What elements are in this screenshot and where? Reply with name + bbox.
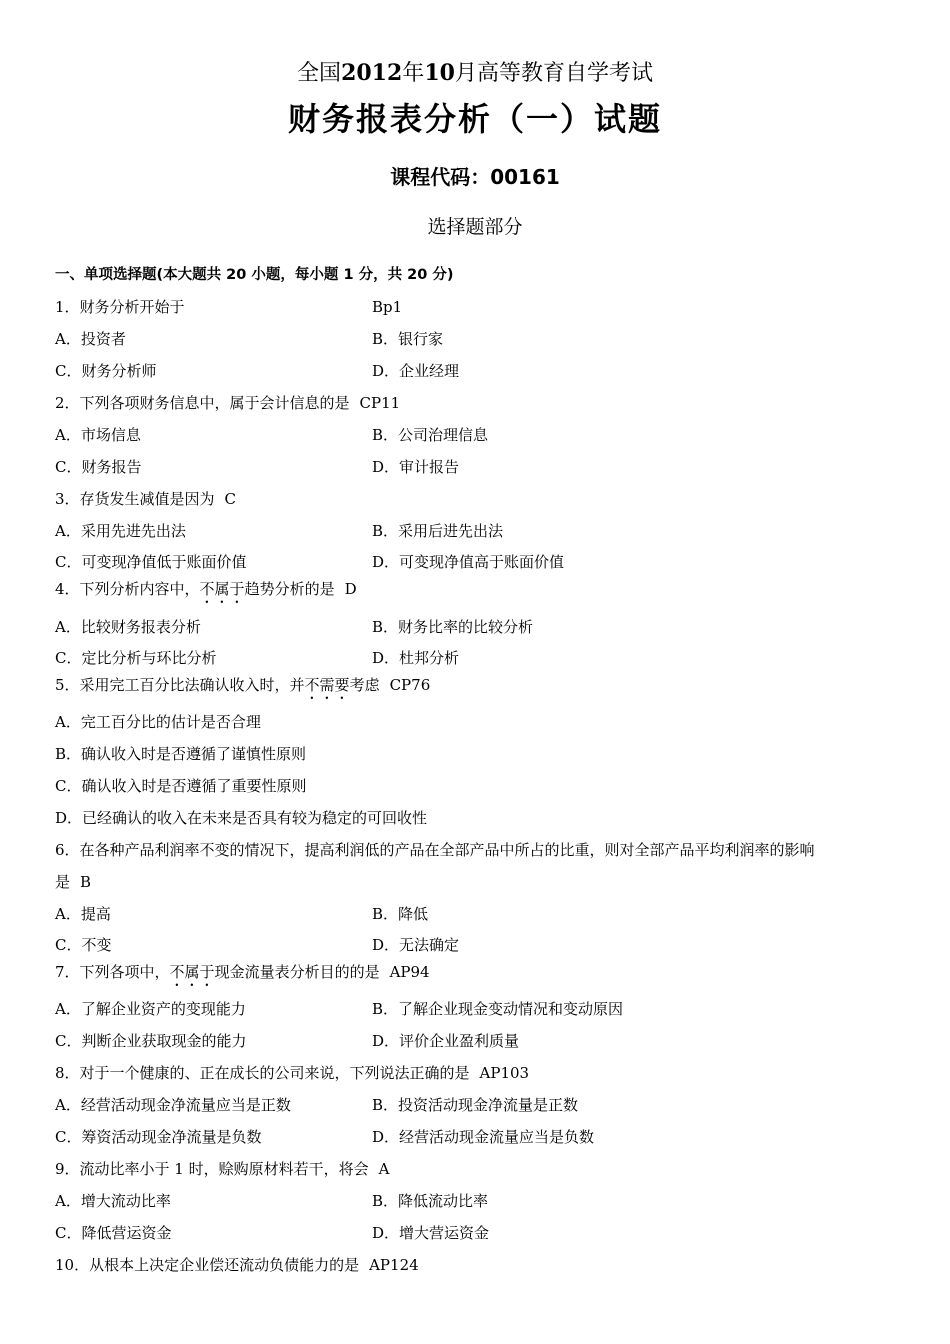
question-9-option-d: D．增大营运资金 xyxy=(372,1224,490,1242)
question-2-option-d: D．审计报告 xyxy=(372,458,460,476)
section-heading: 一、单项选择题(本大题共 20 小题，每小题 1 分，共 20 分) xyxy=(55,267,454,283)
part-heading: 选择题部分 xyxy=(427,216,523,238)
question-1-option-a: A．投资者 xyxy=(55,330,126,348)
question-8-option-c: C．筹资活动现金净流量是负数 xyxy=(55,1128,262,1146)
question-10-stem: 10．从根本上决定企业偿还流动负债能力的是 AP124 xyxy=(55,1256,419,1274)
question-1-option-c: C．财务分析师 xyxy=(55,362,157,380)
question-8-stem: 8．对于一个健康的、正在成长的公司来说，下列说法正确的是 AP103 xyxy=(55,1064,530,1082)
question-9-option-c: C．降低营运资金 xyxy=(55,1224,172,1242)
question-3-option-c: C．可变现净值低于账面价值 xyxy=(55,553,247,571)
question-3-option-d: D．可变现净值高于账面价值 xyxy=(372,553,565,571)
question-5-option-a: A．完工百分比的估计是否合理 xyxy=(55,713,261,731)
question-9-stem: 9．流动比率小于 1 时，赊购原材料若干，将会 A xyxy=(55,1160,390,1178)
question-6-stem-continued: 是 B xyxy=(55,873,92,891)
question-4-option-b: B．财务比率的比较分析 xyxy=(372,618,534,636)
question-5-option-c: C．确认收入时是否遵循了重要性原则 xyxy=(55,777,307,795)
question-2-stem: 2．下列各项财务信息中，属于会计信息的是 CP11 xyxy=(55,394,401,412)
exam-name: 全国2012年10月高等教育自学考试 xyxy=(297,60,653,86)
question-8-option-a: A．经营活动现金净流量应当是正数 xyxy=(55,1096,291,1114)
question-2-option-b: B．公司治理信息 xyxy=(372,426,489,444)
question-5-option-d: D．已经确认的收入在未来是否具有较为稳定的可回收性 xyxy=(55,809,428,827)
question-4-option-c: C．定比分析与环比分析 xyxy=(55,649,217,667)
question-7-option-d: D．评价企业盈利质量 xyxy=(372,1032,520,1050)
question-6-option-d: D．无法确定 xyxy=(372,936,460,954)
question-1-stem: 1．财务分析开始于 xyxy=(55,298,185,316)
question-2-option-a: A．市场信息 xyxy=(55,426,141,444)
question-4-option-d: D．杜邦分析 xyxy=(372,649,460,667)
question-6-option-b: B．降低 xyxy=(372,905,429,923)
question-7-stem: 7．下列各项中，不属于现金流量表分析目的的是 AP94 xyxy=(55,963,430,981)
question-4-option-a: A．比较财务报表分析 xyxy=(55,618,201,636)
question-1-answer: Bp1 xyxy=(372,298,403,316)
question-3-option-a: A．采用先进先出法 xyxy=(55,522,186,540)
question-6-stem: 6．在各种产品利润率不变的情况下，提高利润低的产品在全部产品中所占的比重，则对全部产品平均利润率的影响 xyxy=(55,841,815,859)
question-3-stem: 3．存货发生减值是因为 C xyxy=(55,490,237,508)
question-8-option-b: B．投资活动现金净流量是正数 xyxy=(372,1096,579,1114)
question-8-option-d: D．经营活动现金流量应当是负数 xyxy=(372,1128,595,1146)
question-3-option-b: B．采用后进先出法 xyxy=(372,522,504,540)
question-9-option-a: A．增大流动比率 xyxy=(55,1192,171,1210)
question-1-option-d: D．企业经理 xyxy=(372,362,460,380)
question-2-option-c: C．财务报告 xyxy=(55,458,142,476)
course-code: 课程代码：00161 xyxy=(390,165,560,189)
question-7-option-a: A．了解企业资产的变现能力 xyxy=(55,1000,246,1018)
question-4-stem: 4．下列分析内容中，不属于趋势分析的是 D xyxy=(55,580,357,598)
question-5-stem: 5．采用完工百分比法确认收入时，并不需要考虑 CP76 xyxy=(55,676,431,694)
question-1-option-b: B．银行家 xyxy=(372,330,444,348)
question-6-option-c: C．不变 xyxy=(55,936,112,954)
question-7-option-c: C．判断企业获取现金的能力 xyxy=(55,1032,247,1050)
page-title: 财务报表分析（一）试题 xyxy=(287,100,662,138)
question-6-option-a: A．提高 xyxy=(55,905,111,923)
question-5-option-b: B．确认收入时是否遵循了谨慎性原则 xyxy=(55,745,307,763)
question-7-option-b: B．了解企业现金变动情况和变动原因 xyxy=(372,1000,624,1018)
question-9-option-b: B．降低流动比率 xyxy=(372,1192,489,1210)
